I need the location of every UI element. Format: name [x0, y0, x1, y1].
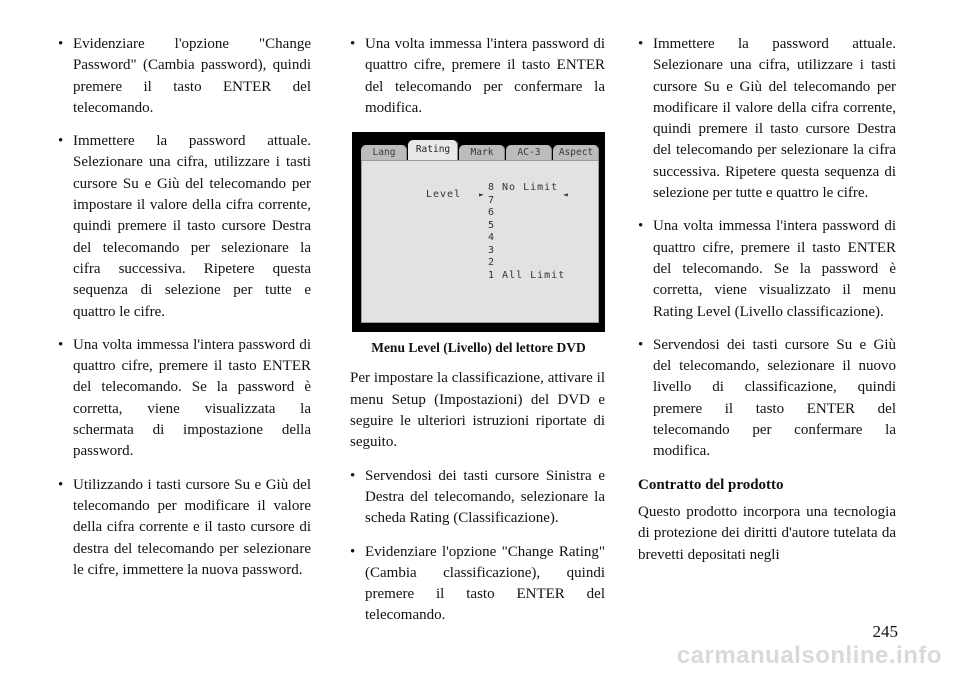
level-label: Level	[426, 189, 462, 201]
list-item: • Evidenziare l'opzione "Change Password" (Cambia password), quindi premere il tasto ENTER del telecomando.	[58, 34, 311, 119]
list-item: • Servendosi dei tasti cursore Sinistra e Destra del telecomando, selezionare la scheda Rating (Classificazione).	[350, 466, 605, 530]
list-item: • Una volta immessa l'intera password di quattro cifre, premere il tasto ENTER del telecomando. Se la password è corretta, viene visualizzata la schermata di impostazione della password.	[58, 335, 311, 463]
list-item: • Utilizzando i tasti cursore Su e Giù del telecomando per modificare il valore della cifra corrente e il tasto cursore di destra del telecomando per selezionare le cifre, immettere la nuova password.	[58, 475, 311, 581]
pointer-right-icon: ►	[479, 190, 484, 200]
level-item: 7	[488, 194, 496, 206]
page-number: 245	[872, 622, 898, 641]
bullet-list	[58, 34, 311, 581]
dvd-tab-rating: Rating	[408, 140, 458, 161]
section-heading: Contratto del prodotto	[638, 476, 784, 493]
watermark: carmanualsonline.info	[676, 642, 942, 669]
dvd-rating-screen	[361, 160, 599, 323]
dvd-tab-lang: Lang	[361, 145, 407, 161]
level-item: 3	[488, 244, 496, 256]
paragraph: Per impostare la classificazione, attivare il menu Setup (Impostazioni) del DVD e seguire le ulteriori istruzioni riportate di seguito.	[350, 370, 605, 451]
bullet-list	[350, 466, 605, 627]
level-item: 4	[488, 232, 496, 244]
bullet-list	[638, 34, 896, 463]
level-item: 2	[488, 257, 496, 269]
dvd-menu-screenshot	[352, 132, 605, 332]
dvd-tab-mark: Mark	[459, 145, 505, 161]
list-item: • Evidenziare l'opzione "Change Rating" (Cambia classificazione), quindi premere il tasto ENTER del telecomando.	[350, 542, 605, 627]
list-item: • Immettere la password attuale. Selezionare una cifra, utilizzare i tasti cursore Su e Giù del telecomando per impostare il valore della cifra corrente, quindi premere il tasto cursore Destra del telecomando per selezionare la cifra successiva. Ripetere questa sequenza di selezione per tutte e quattro le cifre.	[58, 131, 311, 323]
column-1	[58, 34, 311, 593]
level-item: 5	[488, 219, 496, 231]
level-item: 8 No Limit	[488, 182, 559, 194]
column-3	[638, 34, 896, 578]
list-item: • Una volta immessa l'intera password di quattro cifre, premere il tasto ENTER del telecomando per confermare la modifica.	[350, 34, 605, 119]
dvd-tab-strip	[361, 140, 599, 160]
list-item: • Servendosi dei tasti cursore Su e Giù del telecomando, selezionare il nuovo livello di classificazione, quindi premere il tasto ENTER del telecomando per confermare la modifica.	[638, 335, 896, 463]
dvd-tab-aspect: Aspect	[553, 145, 599, 161]
bullet-list	[350, 34, 605, 119]
paragraph: Questo prodotto incorpora una tecnologia di protezione dei diritti d'autore tutelata da brevetti depositati negli	[638, 503, 896, 563]
dvd-tab-ac3: AC-3	[506, 145, 552, 161]
pointer-left-icon: ◄	[563, 190, 568, 200]
column-2	[350, 34, 605, 639]
figure-caption: Menu Level (Livello) del lettore DVD	[371, 340, 586, 356]
list-item: • Una volta immessa l'intera password di quattro cifre, premere il tasto ENTER del telecomando. Se la password è corretta, viene visualizzato il menu Rating Level (Livello classificazione).	[638, 216, 896, 322]
level-item: 1 All Limit	[488, 269, 566, 281]
level-list	[488, 182, 565, 282]
level-item: 6	[488, 207, 496, 219]
list-item: • Immettere la password attuale. Selezionare una cifra, utilizzare i tasti cursore Su e Giù del telecomando per modificare il valore della cifra corrente, quindi premere il tasto cursore Destra del telecomando per selezionare la cifra successiva. Ripetere questa sequenza di selezione per tutte e quattro le cifre.	[638, 34, 896, 204]
